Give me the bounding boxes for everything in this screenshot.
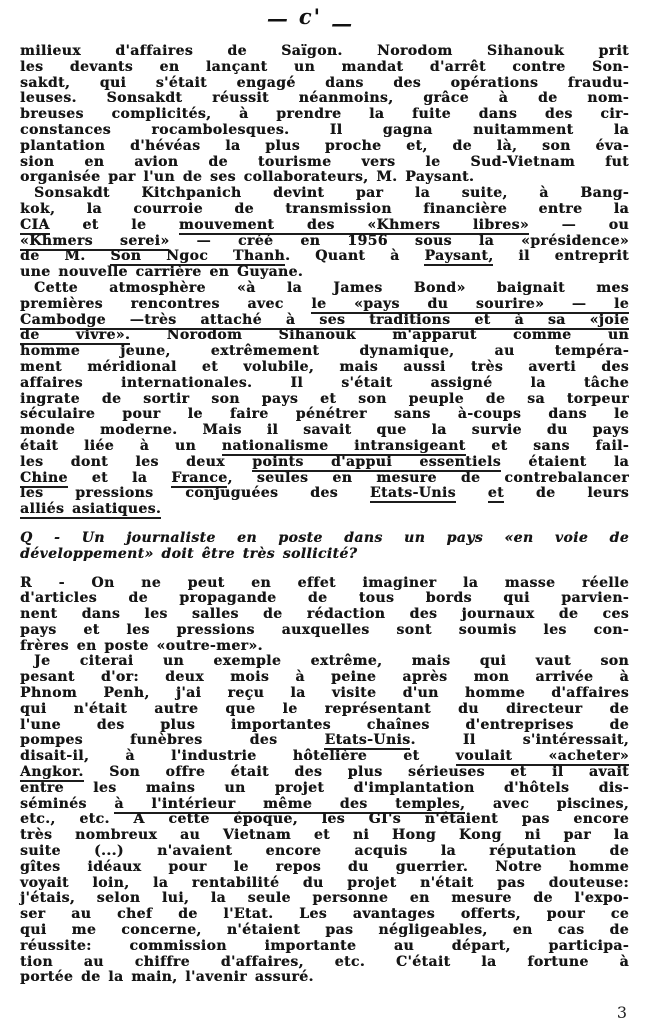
- text-line: [20, 170, 629, 186]
- text-line: [20, 876, 629, 892]
- text-segment: . Il s'intéressait,: [410, 732, 630, 749]
- text-segment: breuses complicités, à prendre la fuite dans des cir-: [20, 106, 629, 123]
- text-line: [20, 923, 629, 939]
- header-dash-right: —: [331, 11, 355, 36]
- text-segment: leuses. Sonsakdt réussit néanmoins, grâce à de nom-: [20, 90, 629, 107]
- text-segment: constances rocambolesques. Il gagna nuitamment la: [20, 121, 629, 138]
- underlined-text: de vivre».: [20, 327, 131, 344]
- underlined-text: «Khmers serei»: [20, 232, 170, 249]
- text-segment: avec piscines,: [465, 795, 630, 812]
- text-segment: de M.: [20, 248, 111, 265]
- text-line: [20, 60, 629, 76]
- text-segment: les devants en lançant un mandat d'arrêt contre Son-: [20, 58, 629, 75]
- text-segment: nent dans les salles de rédaction des journaux de ces: [20, 606, 629, 623]
- underlined-text: Etats-Unis: [324, 732, 411, 749]
- underlined-text: Cambodge —très attaché à ses traditions et à sa «joie: [20, 311, 629, 328]
- text-line: [20, 749, 629, 765]
- underlined-text: à l'intérieur même des temples,: [114, 795, 466, 812]
- text-line: [20, 828, 629, 844]
- text-line: [20, 313, 629, 329]
- text-line: [20, 812, 629, 828]
- text-line: [20, 955, 629, 971]
- text-segment: — ou: [528, 216, 629, 233]
- text-segment: et sans fail-: [465, 437, 629, 454]
- text-line: [20, 502, 629, 518]
- text-segment: R - On ne peut en effet imaginer la masse réelle: [20, 574, 629, 591]
- text-line: [20, 486, 629, 502]
- text-line: [20, 718, 629, 734]
- text-segment: réussite: commission importante au départ, participa-: [20, 937, 629, 954]
- text-segment: organisée par l'un de ses collaborateurs, M. Paysant.: [20, 169, 475, 186]
- text-segment: tion au chiffre d'affaires, etc. C'était la fortune à: [20, 953, 629, 970]
- page-number: 3: [616, 1003, 627, 1022]
- text-line: [20, 281, 629, 297]
- text-segment: séminés: [20, 795, 115, 812]
- underlined-text: France: [171, 469, 228, 486]
- text-segment: premières rencontres avec: [20, 295, 312, 312]
- text-line: [20, 139, 629, 155]
- text-segment: Son offre était des plus sérieuses et il avait: [83, 764, 629, 781]
- text-line: [20, 91, 629, 107]
- text-line: [20, 328, 629, 344]
- text-line: [20, 781, 629, 797]
- underlined-text: nationalisme intransigeant: [221, 437, 466, 454]
- text-line: [20, 218, 629, 234]
- text-line: [20, 844, 629, 860]
- text-segment: pays et les pressions auxquelles sont soumis les con-: [20, 621, 629, 638]
- text-line: [20, 186, 629, 202]
- text-segment: voyait loin, la rentabilité du projet n'était pas douteuse:: [20, 874, 629, 891]
- text-segment: les pressions conjuguées des: [20, 485, 370, 502]
- text-segment: et le: [49, 216, 179, 233]
- text-line: [20, 591, 629, 607]
- text-line: [20, 639, 629, 655]
- text-line: [20, 202, 629, 218]
- text-segment: pompes funèbres des: [20, 732, 325, 749]
- text-segment: suite (...) n'avaient encore acquis la réputation de: [20, 843, 629, 860]
- text-line: [20, 623, 629, 639]
- text-segment: Cette atmosphère «à la James Bond» baignait mes: [34, 279, 629, 296]
- text-segment: l'une des plus importantes chaînes d'entreprises de: [20, 716, 629, 733]
- header-dash-left: —: [266, 6, 290, 31]
- text-segment: développement» doit être très sollicité?: [20, 545, 358, 562]
- text-line: [20, 670, 629, 686]
- text-line: [20, 907, 629, 923]
- text-segment: une nouvelle carrière en Guyane.: [20, 264, 304, 281]
- text-line: [20, 860, 629, 876]
- text-segment: affaires internationales. Il s'était assigné la tâche: [20, 374, 629, 391]
- text-line: [20, 234, 629, 250]
- text-line: [20, 455, 629, 471]
- text-line: [20, 344, 629, 360]
- text-line: [20, 297, 629, 313]
- text-segment: gîtes idéaux pour le repos du guerrier. Notre homme: [20, 858, 629, 875]
- underlined-text: le «pays du sourire» — le: [311, 295, 629, 312]
- text-segment: , seules en mesure de contrebalancer: [227, 469, 630, 486]
- underlined-text: alliés asiatiques.: [20, 501, 162, 518]
- text-line: [20, 891, 629, 907]
- underlined-text: CIA: [20, 216, 50, 233]
- text-line: [20, 376, 629, 392]
- text-segment: plantation d'hévéas la plus proche et, de là, son éva-: [20, 137, 629, 154]
- text-segment: et la: [67, 469, 172, 486]
- text-segment: ser au chef de l'Etat. Les avantages offerts, pour ce: [20, 906, 629, 923]
- text-segment: sakdt, qui s'était engagé dans des opérations fraudu-: [20, 74, 629, 91]
- text-segment: d'articles de propagande de tous bords qui parvien-: [20, 590, 629, 607]
- text-line: [20, 531, 629, 547]
- text-segment: sion en avion de tourisme vers le Sud-Vietnam fut: [20, 153, 629, 170]
- text-line: [20, 702, 629, 718]
- underlined-text: voulait «acheter»: [455, 748, 629, 765]
- text-line: [20, 155, 629, 171]
- text-segment: etc., etc. A cette époque, les GI's n'étaient pas encore: [20, 811, 629, 828]
- text-line: [20, 360, 629, 376]
- underlined-text: Angkor.: [20, 764, 84, 781]
- text-line: [20, 44, 629, 60]
- text-segment: . Quant à: [285, 248, 425, 265]
- text-line: [20, 439, 629, 455]
- underlined-text: points d'appui essentiels: [252, 453, 501, 470]
- text-block: [20, 44, 629, 986]
- text-segment: frères en poste «outre-mer».: [20, 637, 263, 654]
- text-line: [20, 471, 629, 487]
- text-segment: disait-il, à l'industrie hôtelière et: [20, 748, 456, 765]
- underlined-text: Chine: [20, 469, 68, 486]
- text-segment: j'étais, selon lui, la seule personne en mesure de l'expo-: [20, 890, 629, 907]
- text-line: [20, 686, 629, 702]
- text-segment: ingrate de sortir son pays et son peuple de sa torpeur: [20, 390, 629, 407]
- text-segment: pesant d'or: deux mois à peine après mon arrivée à: [20, 669, 629, 686]
- text-line: [20, 797, 629, 813]
- text-segment: qui n'était autre que le représentant du directeur de: [20, 700, 629, 717]
- text-line: [20, 423, 629, 439]
- header-letter: c': [298, 4, 323, 29]
- text-line: [20, 733, 629, 749]
- underlined-text: Etats-Unis: [369, 485, 456, 502]
- text-segment: Je citerai un exemple extrême, mais qui vaut son: [34, 653, 629, 670]
- handwritten-header-mark: [6, 6, 615, 34]
- text-segment: Norodom Sihanouk m'apparut comme un: [130, 327, 629, 344]
- text-line: [20, 607, 629, 623]
- text-line: [20, 392, 629, 408]
- text-segment: de leurs: [503, 485, 629, 502]
- text-segment: kok, la courroie de transmission financière entre la: [20, 200, 629, 217]
- text-line: [20, 76, 629, 92]
- text-segment: étaient la: [501, 453, 630, 470]
- text-segment: homme jeune, extrêmement dynamique, au tempéra-: [20, 343, 629, 360]
- text-segment: Phnom Penh, j'ai reçu la visite d'un homme d'affaires: [20, 685, 629, 702]
- text-line: [20, 265, 629, 281]
- text-segment: séculaire pour le faire pénétrer sans à-coups dans le: [20, 406, 629, 423]
- text-line: [20, 970, 629, 986]
- underlined-text: Paysant,: [424, 248, 494, 265]
- text-segment: — créé en 1956 sous la «présidence»: [169, 232, 629, 249]
- text-segment: portée de la main, l'avenir assuré.: [20, 969, 314, 986]
- text-line: [20, 765, 629, 781]
- text-line: [20, 576, 629, 592]
- underlined-text: et: [487, 485, 504, 502]
- text-segment: entre les mains un projet d'implantation d'hôtels dis-: [20, 779, 629, 796]
- underlined-text: mouvement des «Khmers libres»: [178, 216, 529, 233]
- text-line: [20, 939, 629, 955]
- text-line: [20, 547, 629, 563]
- text-segment: Q - Un journaliste en poste dans un pays «en voie de: [20, 529, 629, 546]
- text-segment: Sonsakdt Kitchpanich devint par la suite, à Bang-: [34, 185, 629, 202]
- text-segment: qui me concerne, n'étaient pas négligeables, en cas de: [20, 922, 629, 939]
- text-segment: les dont les deux: [20, 453, 253, 470]
- text-segment: milieux d'affaires de Saïgon. Norodom Sihanouk prit: [20, 43, 629, 59]
- text-line: [20, 123, 629, 139]
- text-segment: ment méridional et volubile, mais aussi très averti des: [20, 358, 629, 375]
- text-line: [20, 107, 629, 123]
- text-segment: monde moderne. Mais il savait que la survie du pays: [20, 422, 629, 439]
- text-segment: était liée à un: [20, 437, 222, 454]
- underlined-text: Son Ngoc Thanh: [110, 248, 286, 265]
- text-segment: très nombreux au Vietnam et ni Hong Kong ni par la: [20, 827, 629, 844]
- text-line: [20, 407, 629, 423]
- text-segment: il entreprit: [493, 248, 630, 265]
- text-line: [20, 249, 629, 265]
- text-line: [20, 654, 629, 670]
- text-segment: [456, 485, 488, 501]
